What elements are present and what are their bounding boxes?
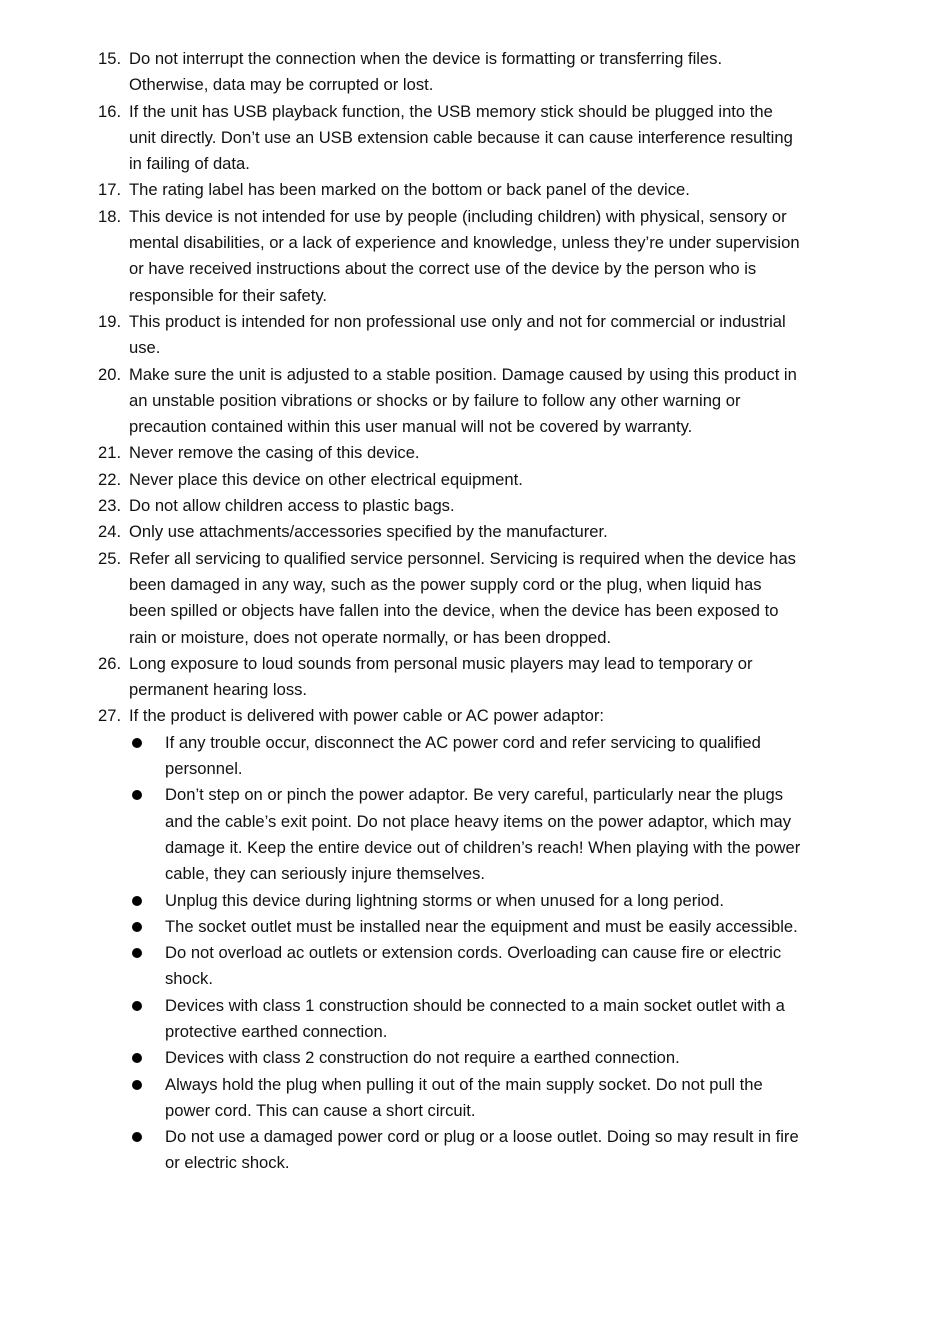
list-item bbox=[0, 546, 950, 651]
bullet-dot-icon bbox=[132, 1132, 142, 1142]
item-text: Never remove the casing of this device. bbox=[129, 443, 420, 463]
manual-page bbox=[0, 46, 950, 1177]
bullet-text: The socket outlet must be installed near the equipment and must be easily accessible. bbox=[165, 916, 798, 936]
bullet-item bbox=[0, 888, 950, 914]
list-item bbox=[0, 519, 950, 545]
item-text: This product is intended for non professional use only and not for commercial or industrial use. bbox=[129, 311, 786, 358]
bullet-text: Always hold the plug when pulling it out of the main supply socket. Do not pull the power cord. This can cause a short circuit. bbox=[165, 1074, 763, 1120]
item-text: Do not allow children access to plastic bags. bbox=[129, 496, 455, 516]
bullet-dot-icon bbox=[132, 790, 142, 800]
bullet-dot-icon bbox=[132, 1001, 142, 1011]
item-text: Long exposure to loud sounds from personal music players may lead to temporary or permanent hearing loss. bbox=[129, 653, 753, 700]
bullet-text: Do not overload ac outlets or extension cords. Overloading can cause fire or electric shock. bbox=[165, 943, 782, 989]
bullet-item bbox=[0, 730, 950, 783]
bullet-dot-icon bbox=[132, 738, 142, 748]
bullet-item bbox=[0, 914, 950, 940]
item-number: 17. bbox=[98, 180, 122, 200]
list-item bbox=[0, 651, 950, 704]
bullet-dot-icon bbox=[132, 948, 142, 958]
item-number: 23. bbox=[98, 496, 122, 516]
bullet-dot-icon bbox=[132, 922, 142, 932]
item-number: 15. bbox=[98, 49, 122, 68]
bullet-dot-icon bbox=[132, 896, 142, 906]
bullet-item bbox=[0, 940, 950, 993]
item-number: 20. bbox=[98, 364, 122, 384]
bullet-item bbox=[0, 1124, 950, 1177]
item-number: 22. bbox=[98, 469, 122, 489]
item-text: Make sure the unit is adjusted to a stable position. Damage caused by using this product in an unstable position vibrations or shocks or by failure to follow any other warning or precaution contained within this user manual will not be covered by warranty. bbox=[129, 364, 797, 437]
power-adaptor-bullet-list bbox=[0, 730, 950, 1177]
item-number: 16. bbox=[98, 101, 122, 121]
item-number: 27. bbox=[98, 706, 122, 726]
list-item bbox=[0, 177, 950, 203]
item-text: If the product is delivered with power cable or AC power adaptor: bbox=[129, 706, 605, 726]
safety-instructions-list bbox=[0, 46, 950, 730]
item-text: If the unit has USB playback function, the USB memory stick should be plugged into the unit directly. Don’t use an USB extension cable because it can cause interference resulting in failing of data. bbox=[129, 101, 793, 174]
list-item bbox=[0, 99, 950, 178]
item-number: 21. bbox=[98, 443, 122, 463]
list-item bbox=[0, 204, 950, 309]
item-text: Only use attachments/accessories specified by the manufacturer. bbox=[129, 522, 608, 542]
item-text: Do not interrupt the connection when the device is formatting or transferring files. Otherwise, data may be corrupted or lost. bbox=[129, 49, 723, 95]
item-number: 26. bbox=[98, 653, 122, 673]
item-text: Refer all servicing to qualified service personnel. Servicing is required when the device has been damaged in any way, such as the power supply cord or the plug, when liquid has been spilled or objects have fallen into the device, when the device has been exposed to rain or moisture, does not operate normally, or has been dropped. bbox=[129, 548, 796, 647]
bullet-text: Devices with class 2 construction do not require a earthed connection. bbox=[165, 1048, 680, 1068]
list-item bbox=[0, 493, 950, 519]
list-item bbox=[0, 440, 950, 466]
item-number: 18. bbox=[98, 206, 122, 226]
bullet-item bbox=[0, 1045, 950, 1071]
item-number: 19. bbox=[98, 311, 122, 331]
bullet-text: Don’t step on or pinch the power adaptor. Be very careful, particularly near the plugs and the cable’s exit point. Do not place heavy items on the power adaptor, which may damage it. Keep the entire device out of children’s reach! When playing with the power cable, they can seriously injure themselves. bbox=[165, 785, 801, 884]
bullet-text: Do not use a damaged power cord or plug or a loose outlet. Doing so may result in fire or electric shock. bbox=[165, 1127, 799, 1173]
bullet-item bbox=[0, 782, 950, 887]
item-text: This device is not intended for use by people (including children) with physical, sensory or mental disabilities, or a lack of experience and knowledge, unless they’re under supervision or have received instructions about the correct use of the device by the person who is responsible for their safety. bbox=[129, 206, 800, 305]
list-item bbox=[0, 309, 950, 362]
list-item bbox=[0, 362, 950, 441]
bullet-dot-icon bbox=[132, 1053, 142, 1063]
bullet-item bbox=[0, 993, 950, 1046]
item-text: Never place this device on other electrical equipment. bbox=[129, 469, 523, 489]
bullet-dot-icon bbox=[132, 1080, 142, 1090]
item-text: The rating label has been marked on the bottom or back panel of the device. bbox=[129, 180, 690, 200]
list-item bbox=[0, 467, 950, 493]
item-number: 25. bbox=[98, 548, 122, 568]
bullet-text: If any trouble occur, disconnect the AC power cord and refer servicing to qualified personnel. bbox=[165, 732, 761, 779]
list-item bbox=[0, 703, 950, 729]
bullet-item bbox=[0, 1072, 950, 1125]
bullet-text: Unplug this device during lightning storms or when unused for a long period. bbox=[165, 890, 724, 910]
bullet-text: Devices with class 1 construction should be connected to a main socket outlet with a protective earthed connection. bbox=[165, 995, 785, 1041]
item-number: 24. bbox=[98, 522, 122, 542]
list-item bbox=[0, 46, 950, 99]
